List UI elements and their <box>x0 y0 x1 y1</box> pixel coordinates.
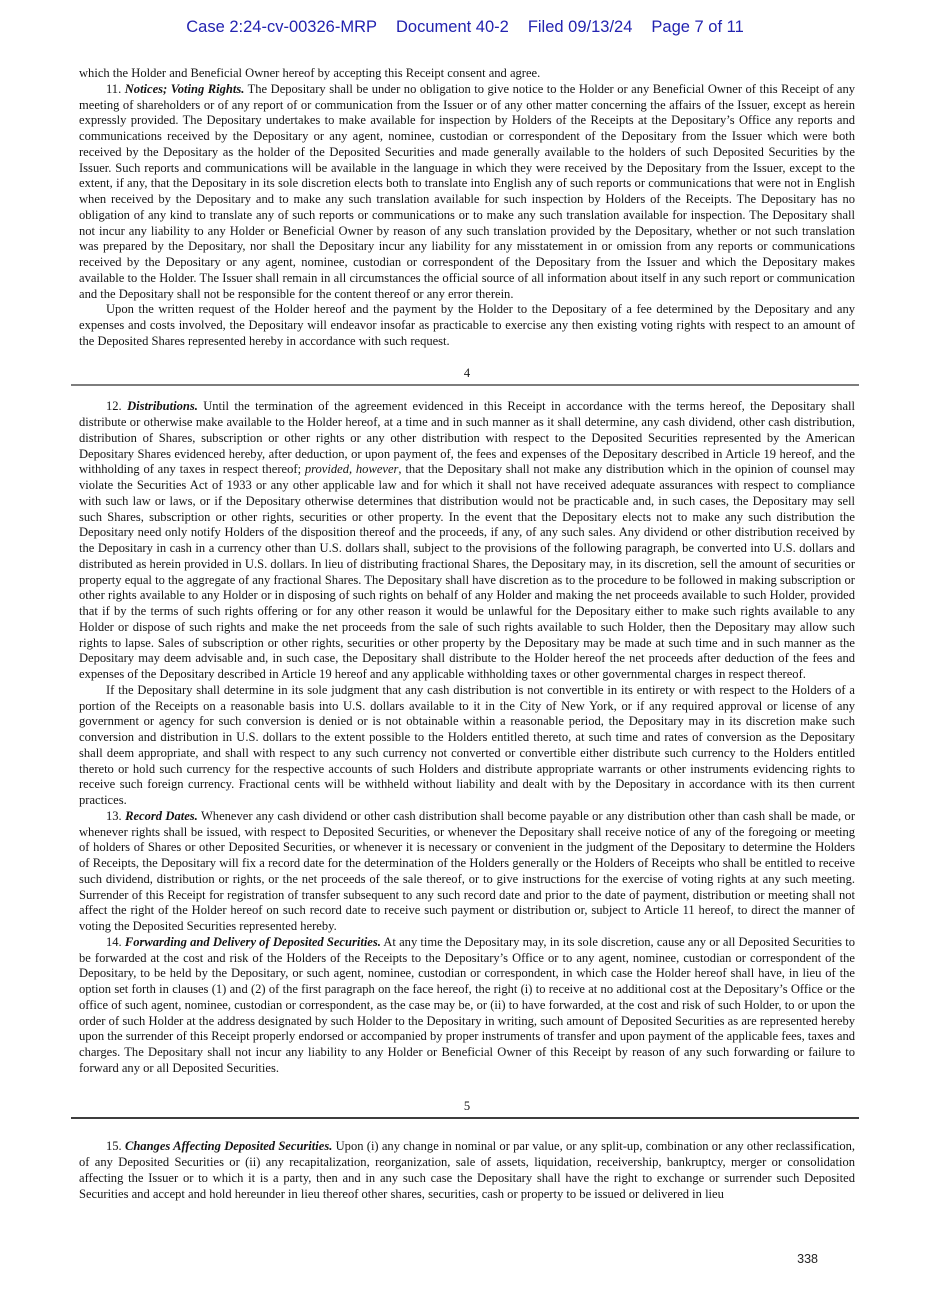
paragraph-voting-request: Upon the written request of the Holder hereof and the payment by the Holder to the Depositary of a fee determined by the Depositary and any expenses and costs involved, the Depositary will endeavor insofar as practicable to exercise any then existing voting rights with respect to an amount of the Deposited Shares represented hereby in accordance with such request. <box>79 302 855 348</box>
page-divider-line-5 <box>71 1117 859 1119</box>
document-body <box>79 66 855 1202</box>
stamp-case-number: Case 2:24-cv-00326-MRP <box>186 18 377 36</box>
page-number-4: 4 <box>463 365 471 380</box>
section-number: 12. <box>106 399 128 414</box>
section-text: Until the termination of the agreement evidenced in this Receipt in accordance with the terms hereof, the Depositary shall distribute or otherwise make available to the Holder hereof, at a time and in such manner as it shall determine, any cash dividend, other cash distribution, distribution of Shares, subscription or other rights or any other distribution with respect to the Deposited Securities represented by the American Depositary Shares evidenced hereby, after deduction, or upon payment of, the fees and expenses of the Depositary described in Article 19 hereof, and the withholding of any taxes in respect thereof; <box>79 399 855 477</box>
section-title: Forwarding and Delivery of Deposited Securities. <box>124 934 381 949</box>
page-break-5 <box>79 1077 855 1140</box>
section-title: Notices; Voting Rights. <box>124 81 245 96</box>
paragraph-15-changes-affecting <box>79 1139 855 1202</box>
section-number: 15. <box>106 1139 125 1154</box>
section-number: 14. <box>106 934 125 949</box>
paragraph-12-distributions <box>79 399 855 683</box>
section-text: Whenever any cash dividend or other cash distribution shall become payable or any distribution other than cash shall be made, or whenever rights shall be issued, with respect to Deposited Securities, or whenever the Depositary shall receive notice of any of the foregoing or meeting of holders of Shares or other Deposited Securities, or whenever it is necessary or convenient in the judgment of the Depositary to determine the Holders of Receipts, the Depositary will fix a record date for the determination of the Holders generally or the Holders of Receipts who shall be entitled to receive such dividend, distribution or rights, or the net proceeds of the sale thereof, or to give instructions for the exercise of voting rights at any such meeting. Surrender of this Receipt for registration of transfer subsequent to any such record date and prior to the date of payment, distribution or meeting shall not affect the right of the Holder hereof on such record date to receive such payment or distribution or, subject to Article 11 hereof, to direct the manner of voting the Deposited Securities represented hereby. <box>79 808 856 933</box>
stamp-document-number: Document 40-2 <box>396 18 509 36</box>
italic-phrase: provided, however <box>304 462 399 477</box>
stamp-filed-date: Filed 09/13/24 <box>527 18 633 36</box>
paragraph-13-record-dates <box>79 809 855 935</box>
intro-continuation-line: which the Holder and Beneficial Owner hereof by accepting this Receipt consent and agree. <box>79 66 541 80</box>
bates-stamp-number: 338 <box>797 1252 818 1266</box>
paragraph-currency-conversion: If the Depositary shall determine in its sole judgment that any cash distribution is not convertible in its entirety or with respect to the Holders of a portion of the Receipts on a reasonable basis into U.S. dollars available to it in the City of New York, or if any required approval or license of any government or agency for such conversion is denied or is not obtainable within a reasonable period, the Depositary may in its discretion make such conversion and distribution in U.S. dollars to the extent possible to the Holders entitled thereto, at such time and rates of conversion as the Depositary shall deem appropriate, and shall with respect to any such currency not converted or convertible either distribute such currency to the Holders entitled thereto or hold such currency for the respective accounts of such Holders and distribute appropriate warrants or other instruments evidencing rights to receive such foreign currency. Fractional cents will be withheld without liability and dealt with by the Depositary in accordance with its then current practices. <box>79 682 855 807</box>
section-number: 11. <box>106 81 125 96</box>
section-title: Record Dates. <box>125 808 198 823</box>
page-number-5: 5 <box>463 1098 471 1113</box>
section-title: Distributions. <box>127 399 198 414</box>
page-break-4 <box>79 350 855 400</box>
section-text: The Depositary shall be under no obligation to give notice to the Holder or any Beneficial Owner of this Receipt of any meeting of shareholders or of any report of or communication from the Issuer or of any other matter concerning the affairs of the Issuer, except as herein expressly provided. The Depositary undertakes to make available for inspection by Holders of the Receipts at the Depositary’s Office any reports and communications received by the Depositary or any agent, nominee, custodian or correspondent of the Depositary from the Issuer which were both received by the Depositary as the holder of the Deposited Securities and made generally available to the holders of such Deposited Securities by the Issuer. Such reports and communications will be available in the language in which they were received by the Depositary from the Issuer, except to the extent, if any, that the Depositary in its sole discretion elects both to translate into English any of such reports or communications that were not in English when received by the Depositary and to make any such translation available for such inspection by Holders of the Receipts. The Depositary has no obligation of any kind to translate any of such reports or communications or to make any such translation available for inspection. The Depositary shall not incur any liability to any Holder or Beneficial Owner by reason of any such translation provided by the Depositary, whether or not such translation was prepared by the Depositary, nor shall the Depositary incur any liability for any misstatement in or omission from any reports or communications received by the Depositary or any agent, nominee, custodian or correspondent of the Depositary from the Issuer and which the Depositary makes available to the Holder. The Issuer shall remain in all circumstances the official source of all information about itself in any such report or communication and the Depositary shall not be responsible for the content thereof or any error therein. <box>79 81 855 301</box>
section-text: At any time the Depositary may, in its sole discretion, cause any or all Deposited Securities to be forwarded at the cost and risk of the Holders of the Receipts to the Depositary’s Office or to any agent, nominee, custodian or correspondent of the Depositary, to be held by the Depositary, or such agent, nominee, custodian or correspondent, in which case the Holder hereof shall have, in lieu of the option set forth in clauses (1) and (2) of the first paragraph on the face hereof, the right (i) to receive at no additional cost at the Depositary’s Office or the office of such agent, nominee, custodian or correspondent, as the case may be, or (ii) to have forwarded, at the cost and risk of such Holder, to or upon the order of such Holder at the address designated by such Holder to the Depositary in writing, such amount of Deposited Securities as are represented hereby upon the surrender of this Receipt properly endorsed or accompanied by proper instruments of transfer and upon payment of the applicable fees, taxes and charges. The Depositary shall not incur any liability to any Holder or Beneficial Owner of this Receipt by reason of any such forwarding or failure to forward any or all Deposited Securities. <box>79 934 856 1075</box>
court-filing-stamp <box>0 18 930 37</box>
section-text: , that the Depositary shall not make any distribution which in the opinion of counsel may violate the Securities Act of 1933 or any other applicable law and for which it shall not have received adequate assurances with respect to compliance with such law or laws, or if the Depositary otherwise determines that distribution would not be practicable and, in such cases, the Depositary may sell such Shares, subscription or other rights, securities or other property. In the event that the Depositary elects not to make any such distribution the Depositary need only notify Holders of the disposition thereof and the proceeds, if any, of any such sales. Any dividend or other distribution received by the Depositary in cash in a currency other than U.S. dollars shall, subject to the provisions of the following paragraph, be converted into U.S. dollars and distributed as herein provided in U.S. dollars. In lieu of distributing fractional Shares, the Depositary may, in its discretion, sell the amount of securities or property equal to the aggregate of any fractional Shares. The Depositary shall have discretion as to the procedure to be followed in making subscription or other rights available to any Holder or in disposing of such rights on behalf of any Holder and making the net proceeds available to such Holder, provided that if by the terms of such rights offering or for any other reason it would be unlawful for the Depositary either to make such rights available to any Holder or dispose of such rights and make the net proceeds from the sale of such rights available to such Holder, then the Depositary may allow such rights to lapse. Sales of subscription or other rights, securities or other property by the Depositary may be made at such time and in such manner as the Depositary may deem advisable and, in such case, the Depositary shall distribute to the Holder hereof the net proceeds after deduction of the fees and expenses of the Depositary described in Article 19 hereof and any applicable withholding taxes or other governmental charges in respect thereof. <box>79 462 855 681</box>
page-divider-line-4 <box>71 384 859 386</box>
paragraph-11-notices-voting-rights <box>79 82 855 303</box>
stamp-page-number: Page 7 of 11 <box>651 18 744 36</box>
section-text: Upon (i) any change in nominal or par value, or any split-up, combination or any other reclassification, of any Deposited Securities or (ii) any recapitalization, reorganization, sale of assets, liquidation, receivership, bankruptcy, merger or consolidation affecting the Issuer or to which it is a party, then and in any such case the Depositary shall have the right to exchange or surrender such Deposited Securities and accept and hold hereunder in lieu thereof other shares, securities, cash or property to be issued or delivered in lieu <box>79 1139 856 1201</box>
section-title: Changes Affecting Deposited Securities. <box>124 1139 333 1154</box>
paragraph-14-forwarding-delivery <box>79 935 855 1077</box>
section-number: 13. <box>106 808 126 823</box>
